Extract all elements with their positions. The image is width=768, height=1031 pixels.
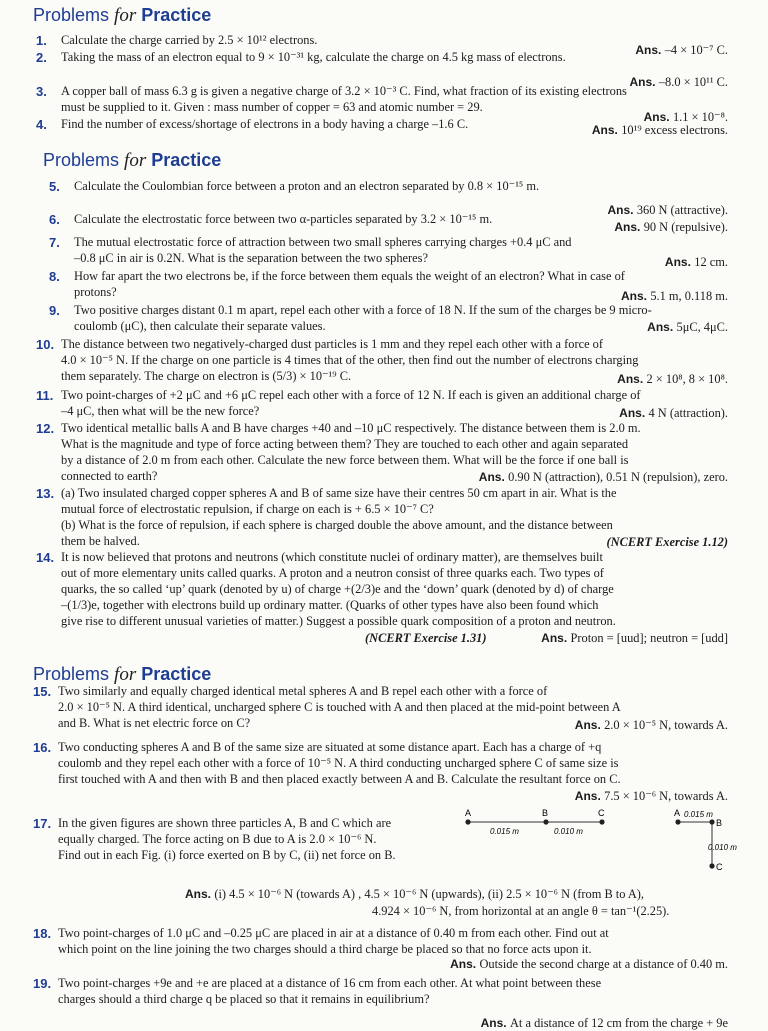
figure-right-angle [668, 808, 748, 876]
question-text-line: 4.0 × 10⁻⁵ N. If the charge on one particle is 4 times that of the other, then find out the number of electrons charging [61, 353, 639, 367]
label-A: A [674, 808, 681, 818]
answer-label: Ans. [478, 470, 509, 484]
answer [614, 220, 728, 235]
answer-label: Ans. [664, 255, 695, 269]
question-number: 7. [49, 235, 60, 250]
question-text-line: Two conducting spheres A and B of the same size are situated at some distance apart. Each has a charge of +q [58, 740, 602, 754]
question-text-line: What is the magnitude and type of force acting between them? They are touched to each other and again separated [61, 437, 629, 451]
ncert-reference: (NCERT Exercise 1.12) [606, 535, 728, 549]
answer-value: 0.90 N (attraction), 0.51 N (repulsion), zero. [508, 470, 728, 484]
answer [647, 320, 728, 335]
answer-value: –4 × 10⁻⁷ C. [664, 43, 728, 57]
question-number: 5. [49, 179, 60, 194]
question-text-line: –(1/3)e, together with electrons build up ordinary matter. (Quarks of other types have also been found which [61, 598, 599, 612]
question-text-line: The distance between two negatively-charged dust particles is 1 mm and they repel each other with a force of [61, 337, 603, 351]
answer-value: 360 N (attractive). [636, 203, 728, 217]
question-text-line: coulomb and they repel each other with a force of 10⁻⁵ N. A third conducting uncharged sphere C of same size is [58, 756, 619, 770]
answer [621, 289, 728, 304]
question-text-line: Calculate the charge carried by 2.5 × 10¹² electrons. [61, 33, 318, 47]
label-B: B [716, 818, 723, 828]
label-A: A [465, 808, 472, 818]
question-text-line: which point on the line joining the two charges should a third charge be placed so that no force acts upon it. [58, 942, 592, 956]
question-text-line: Two point-charges of +2 μC and +6 μC repel each other with a force of 12 N. If each is given an additional charge of [61, 388, 641, 402]
answer-label: Ans. [620, 289, 651, 303]
question-number: 9. [49, 303, 60, 318]
label-ab-distance: 0.015 m [684, 810, 713, 819]
question-text-line: 2.0 × 10⁻⁵ N. A third identical, uncharged sphere C is touched with A and then placed at the mid-point between A [58, 700, 621, 714]
question-text-line: mutual force of electrostatic repulsion, if charge on each is + 6.5 × 10⁻⁷ C? [61, 502, 434, 516]
answer-value: 5.1 m, 0.118 m. [650, 289, 728, 303]
answer-label: Ans. [619, 406, 649, 420]
question-number: 16. [33, 740, 52, 755]
answer [607, 203, 728, 218]
label-bc-distance: 0.010 m [708, 843, 737, 852]
answer-value: 90 N (repulsive). [643, 220, 728, 234]
question-text-line: Calculate the electrostatic force between two α-particles separated by 3.2 × 10⁻¹⁵ m. [74, 212, 493, 226]
question-text-line: Two positive charges distant 0.1 m apart, repel each other with a force of 18 N. If the sum of the charges be 9 micro- [74, 303, 652, 317]
answer-value: (i) 4.5 × 10⁻⁶ N (towards A) , 4.5 × 10⁻⁶ N (upwards), (ii) 2.5 × 10⁻⁶ N (from B to A), [214, 887, 645, 901]
question-text-line: (b) What is the force of repulsion, if each sphere is charged double the above amount, and the distance between [61, 518, 613, 532]
answer-value: –8.0 × 10¹¹ C. [658, 75, 728, 89]
ncert-reference: (NCERT Exercise 1.31) [365, 631, 487, 645]
answer-label: Ans. [629, 75, 659, 89]
figure-linear [462, 808, 612, 836]
question-number: 11. [36, 388, 54, 403]
question-text-line: Taking the mass of an electron equal to 9 × 10⁻³¹ kg, calculate the charge on 4.5 kg mass of electrons. [61, 50, 566, 64]
question-text-line: How far apart the two electrons be, if the force between them equals the weight of an electron? What in case of [74, 269, 625, 283]
label-bc-distance: 0.010 m [554, 827, 583, 836]
question-text-line: –4 μC, then what will be the new force? [61, 404, 260, 418]
answer-value: 10¹⁹ excess electrons. [621, 123, 728, 137]
heading-practice: Practice [141, 5, 212, 25]
answer [617, 372, 728, 387]
answer [575, 718, 728, 733]
answer-label: Ans. [185, 887, 215, 901]
question-number: 1. [36, 33, 47, 48]
label-B: B [542, 808, 549, 818]
question-number: 18. [33, 926, 52, 941]
answer [365, 631, 487, 646]
question-text-line: quarks, the so called ‘up’ quark (denoted by u) of charge +(2/3)e and the ‘down’ quark (denoted by d) of charge [61, 582, 614, 596]
question-number: 8. [49, 269, 60, 284]
answer [619, 406, 728, 421]
question-text-line: A copper ball of mass 6.3 g is given a negative charge of 3.2 × 10⁻³ C. Find, what fraction of its existing electrons [61, 84, 627, 98]
question-number: 2. [36, 50, 47, 65]
question-text-line: Two similarly and equally charged identical metal spheres A and B repel each other with a force of [58, 684, 548, 698]
heading-problems: Problems [33, 5, 110, 25]
answer [635, 43, 728, 58]
question-text-line: equally charged. The force acting on B due to A is 2.0 × 10⁻⁶ N. [58, 832, 377, 846]
answer [479, 470, 728, 485]
question-text-line: Find out in each Fig. (i) force exerted on B by C, (ii) net force on B. [58, 848, 396, 862]
answer [450, 957, 728, 972]
question-number: 3. [36, 84, 47, 99]
answer-value: Outside the second charge at a distance of 0.40 m. [479, 957, 728, 971]
answer-value: 7.5 × 10⁻⁶ N, towards A. [604, 789, 728, 803]
question-number: 19. [33, 976, 52, 991]
question-number: 6. [49, 212, 60, 227]
question-text-line: Two identical metallic balls A and B have charges +40 and –10 μC respectively. The distance between them is 2.0 m. [61, 421, 641, 435]
answer [372, 904, 669, 919]
answer-value: 4 N (attraction). [648, 406, 728, 420]
question-number: 15. [33, 684, 52, 699]
question-text-line: them be halved. [61, 534, 140, 548]
answer-label: Ans. [574, 718, 605, 732]
question-text-line: Two point-charges +9e and +e are placed at a distance of 16 cm from each other. At what point between these [58, 976, 602, 990]
label-ab-distance: 0.015 m [490, 827, 519, 836]
answer-value: 12 cm. [694, 255, 728, 269]
answer-label: Ans. [541, 631, 571, 645]
answer [592, 123, 728, 138]
heading-practice: Practice [151, 150, 222, 170]
answer-label: Ans. [574, 789, 605, 803]
question-text-line: must be supplied to it. Given : mass number of copper = 63 and atomic number = 29. [61, 100, 483, 114]
answer-value: 1.1 × 10⁻⁸. [672, 110, 728, 124]
question-text-line: –0.8 μC in air is 0.2N. What is the separation between the two spheres? [74, 251, 428, 265]
answer [541, 631, 728, 646]
section-heading [43, 150, 221, 171]
heading-problems: Problems [33, 664, 110, 684]
answer [575, 789, 728, 804]
heading-for: for [114, 664, 137, 685]
question-number: 12. [36, 421, 55, 436]
answer-value: Proton = [uud]; neutron = [udd] [570, 631, 728, 645]
question-text-line: and B. What is net electric force on C? [58, 716, 251, 730]
question-text-line: them separately. The charge on electron is (5/3) × 10⁻¹⁹ C. [61, 369, 352, 383]
question-number: 13. [36, 486, 55, 501]
question-number: 17. [33, 816, 52, 831]
question-text-line: by a distance of 2.0 m from each other. Calculate the new force between them. What will be the force if one ball is [61, 453, 629, 467]
answer-label: Ans. [635, 43, 665, 57]
answer [630, 75, 729, 90]
heading-problems: Problems [43, 150, 120, 170]
question-text-line: out of more elementary units called quarks. A proton and a neutron consist of three quarks each. Two types of [61, 566, 604, 580]
answer-label: Ans. [614, 220, 644, 234]
answer [607, 535, 729, 550]
heading-practice: Practice [141, 664, 212, 684]
question-text-line: give rise to different unusual varieties of matter.) Suggest a possible quark composition of a proton and neutron. [61, 614, 616, 628]
question-text-line: In the given figures are shown three particles A, B and C which are [58, 816, 392, 830]
question-text-line: coulomb (μC), then calculate their separate values. [74, 319, 326, 333]
answer-value: 2.0 × 10⁻⁵ N, towards A. [604, 718, 728, 732]
answer-label: Ans. [450, 957, 480, 971]
question-number: 10. [36, 337, 55, 352]
answer-label: Ans. [591, 123, 622, 137]
answer-label: Ans. [607, 203, 637, 217]
answer-value: 2 × 10⁸, 8 × 10⁸. [646, 372, 728, 386]
question-text-line: Find the number of excess/shortage of electrons in a body having a charge –1.6 C. [61, 117, 469, 131]
label-C: C [716, 862, 723, 872]
section-heading [33, 664, 211, 685]
question-text-line: The mutual electrostatic force of attraction between two small spheres carrying charges +0.4 μC and [74, 235, 572, 249]
question-text-line: Calculate the Coulombian force between a proton and an electron separated by 0.8 × 10⁻¹⁵ m. [74, 179, 540, 193]
question-text-line: It is now believed that protons and neutrons (which constitute nuclei of ordinary matter), are themselves built [61, 550, 603, 564]
question-text-line: protons? [74, 285, 117, 299]
answer-label: Ans. [617, 372, 647, 386]
question-number: 4. [36, 117, 47, 132]
label-C: C [598, 808, 605, 818]
answer [665, 255, 728, 270]
answer-label: Ans. [480, 1016, 510, 1030]
answer-value: At a distance of 12 cm from the charge + 9e [509, 1016, 728, 1030]
question-text-line: charges should a third charge q be placed so that it remains in equilibrium? [58, 992, 430, 1006]
question-text-line: Two point-charges of 1.0 μC and –0.25 μC are placed in air at a distance of 0.40 m from each other. Find out at [58, 926, 609, 940]
section-heading [33, 5, 211, 26]
question-text-line: (a) Two insulated charged copper spheres A and B of same size have their centres 50 cm apart in air. What is the [61, 486, 617, 500]
answer-label: Ans. [647, 320, 677, 334]
question-number: 14. [36, 550, 55, 565]
heading-for: for [124, 150, 147, 171]
answer-value: 4.924 × 10⁻⁶ N, from horizontal at an angle θ = tan⁻¹(2.25). [372, 904, 670, 918]
heading-for: for [114, 5, 137, 26]
answer-value: 5μC, 4μC. [676, 320, 728, 334]
question-text-line: connected to earth? [61, 469, 158, 483]
answer [185, 887, 644, 902]
answer-label: Ans. [643, 110, 673, 124]
question-text-line: first touched with A and then with B and then placed exactly between A and B. Calculate the resultant force on C. [58, 772, 621, 786]
